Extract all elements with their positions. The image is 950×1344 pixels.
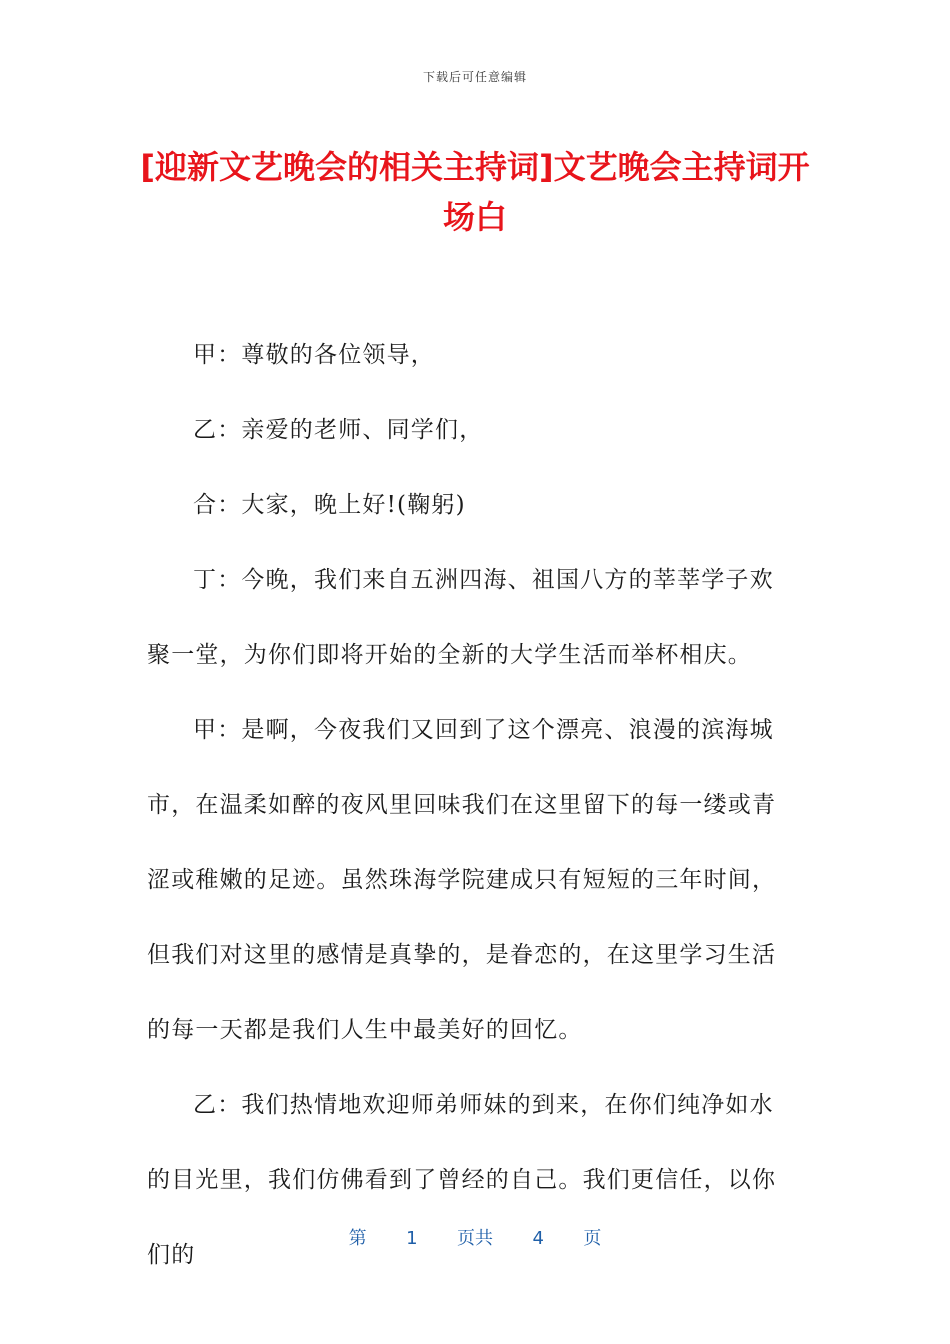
total-pages-number: 4 <box>532 1228 544 1249</box>
document-body <box>147 318 797 1293</box>
paragraph: 乙：我们热情地欢迎师弟师妹的到来，在你们纯净如水的目光里，我们仿佛看到了曾经的自己。我们更信任，以你们的 <box>147 1092 777 1268</box>
paragraph: 甲：是啊，今夜我们又回到了这个漂亮、浪漫的滨海城市，在温柔如醉的夜风里回味我们在这里留下的每一缕或青涩或稚嫩的足迹。虽然珠海学院建成只有短短的三年时间，但我们对这里的感情是真挚的，是眷恋的，在这里学习生活的每一天都是我们人生中最美好的回忆。 <box>147 717 777 1043</box>
paragraph: 丁：今晚，我们来自五洲四海、祖国八方的莘莘学子欢聚一堂，为你们即将开始的全新的大学生活而举杯相庆。 <box>147 567 774 668</box>
document-title: [迎新文艺晚会的相关主持词]文艺晚会主持词开场白 <box>140 148 810 236</box>
page-number-footer <box>0 1224 950 1250</box>
page-label-prefix: 第 <box>348 1228 367 1249</box>
paragraph: 乙：亲爱的老师、同学们， <box>193 417 484 443</box>
current-page-number: 1 <box>406 1228 418 1249</box>
page-label-suffix: 页 <box>583 1228 602 1249</box>
paragraph: 甲：尊敬的各位领导， <box>193 342 435 368</box>
paragraph: 合：大家，晚上好!(鞠躬) <box>193 492 466 518</box>
header-note: 下载后可任意编辑 <box>422 70 527 84</box>
page-label-mid: 页共 <box>457 1228 493 1249</box>
